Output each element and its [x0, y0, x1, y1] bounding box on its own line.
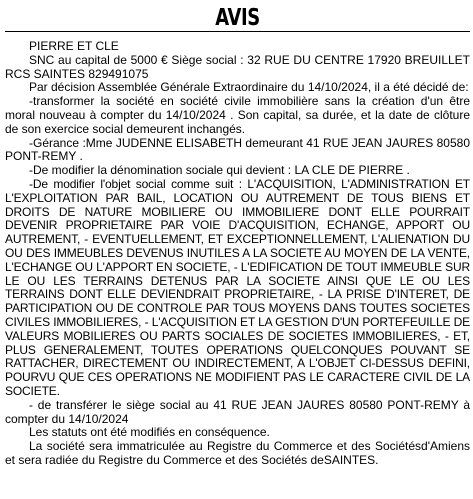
statutes-paragraph: Les statuts ont été modifiés en conséquence. — [29, 425, 270, 440]
registration-paragraph: La société sera immatriculée au Registre du Commerce et des Sociétésd'Amiens et sera radiée du Registre du Commerce et des Sociétés deSAINTES. — [5, 439, 470, 467]
company-name: PIERRE ET CLE — [29, 39, 119, 53]
management-paragraph: -Gérance :Mme JUDENNE ELISABETH demeurant 41 RUE JEAN JAURES 80580 PONT-REMY . — [5, 135, 470, 164]
registered-office-paragraph: - de transférer le siège social au 41 RUE JEAN JAURES 80580 PONT-REMY à compter du 14/10/2024 — [5, 397, 470, 426]
name-change-paragraph: -De modifier la dénomination sociale qui devient : LA CLE DE PIERRE . — [29, 163, 410, 178]
notice-heading: AVIS — [215, 5, 260, 31]
purpose-paragraph: -De modifier l'objet social comme suit : L'ACQUISITION, L'ADMINISTRATION ET L'EXPLOITATION PAR BAIL, LOCATION OU AUTREMENT DE TOUS BIENS ET DROITS DE NATURE MOBILIERE OU IMMOBILIERE DONT ELLE POURRAIT DEVENIR PROPRIETAIRE PAR VOIE D'ACQUISITION, ECHANGE, APPORT OU AUTREMENT, - EVENTUELLEMENT, ET EXCEPTIONNELLEMENT, L'ALIENATION DU OU DES IMMEUBLES DEVENUS INUTILES A LA SOCIETE AU MOYEN DE LA VENTE, L'ECHANGE OU L'APPORT EN SOCIETE, - L'EDIFICATION DE TOUT IMMEUBLE SUR LE OU LES TERRAINS DETENUS PAR LA SOCIETE AINSI QUE LE OU LES TERRAINS DONT ELLE DEVIENDRAIT PROPRIETAIRE, - LA PRISE D'INTERET, DE PARTICIPATION OU DE CONTROLE PAR TOUS MOYENS DANS TOUTES SOCIETES CIVILES IMMOBILIERES, - L'ACQUISITION ET LA GESTION D'UN PORTEFEUILLE DE VALEURS MOBILIERES OU PARTS SOCIALES DE SOCIETES IMMOBILIERES, - ET, PLUS GENERALEMENT, TOUTES OPERATIONS QUELCONQUES POUVANT SE RATTACHER, DIRECTEMENT OU INDIRECTEMENT, A L'OBJET CI-DESSUS DEFINI, POURVU QUE CES OPERATIONS NE MODIFIENT PAS LE CARACTERE CIVIL DE LA SOCIETE. — [5, 176, 470, 398]
company-details: SNC au capital de 5000 € Siège social : 32 RUE DU CENTRE 17920 BREUILLET RCS SAINTES 829491075 — [5, 52, 470, 81]
transformation-paragraph: -transformer la société en société civile immobilière sans la création d'un être moral nouveau à compter du 14/10/2024 . Son capital, sa durée, et la date de clôture de son exercice social demeurent inchangés. — [5, 94, 470, 136]
decision-intro: Par décision Assemblée Générale Extraordinaire du 14/10/2024, il a été décidé de: — [29, 80, 469, 95]
heading-divider — [5, 31, 470, 32]
